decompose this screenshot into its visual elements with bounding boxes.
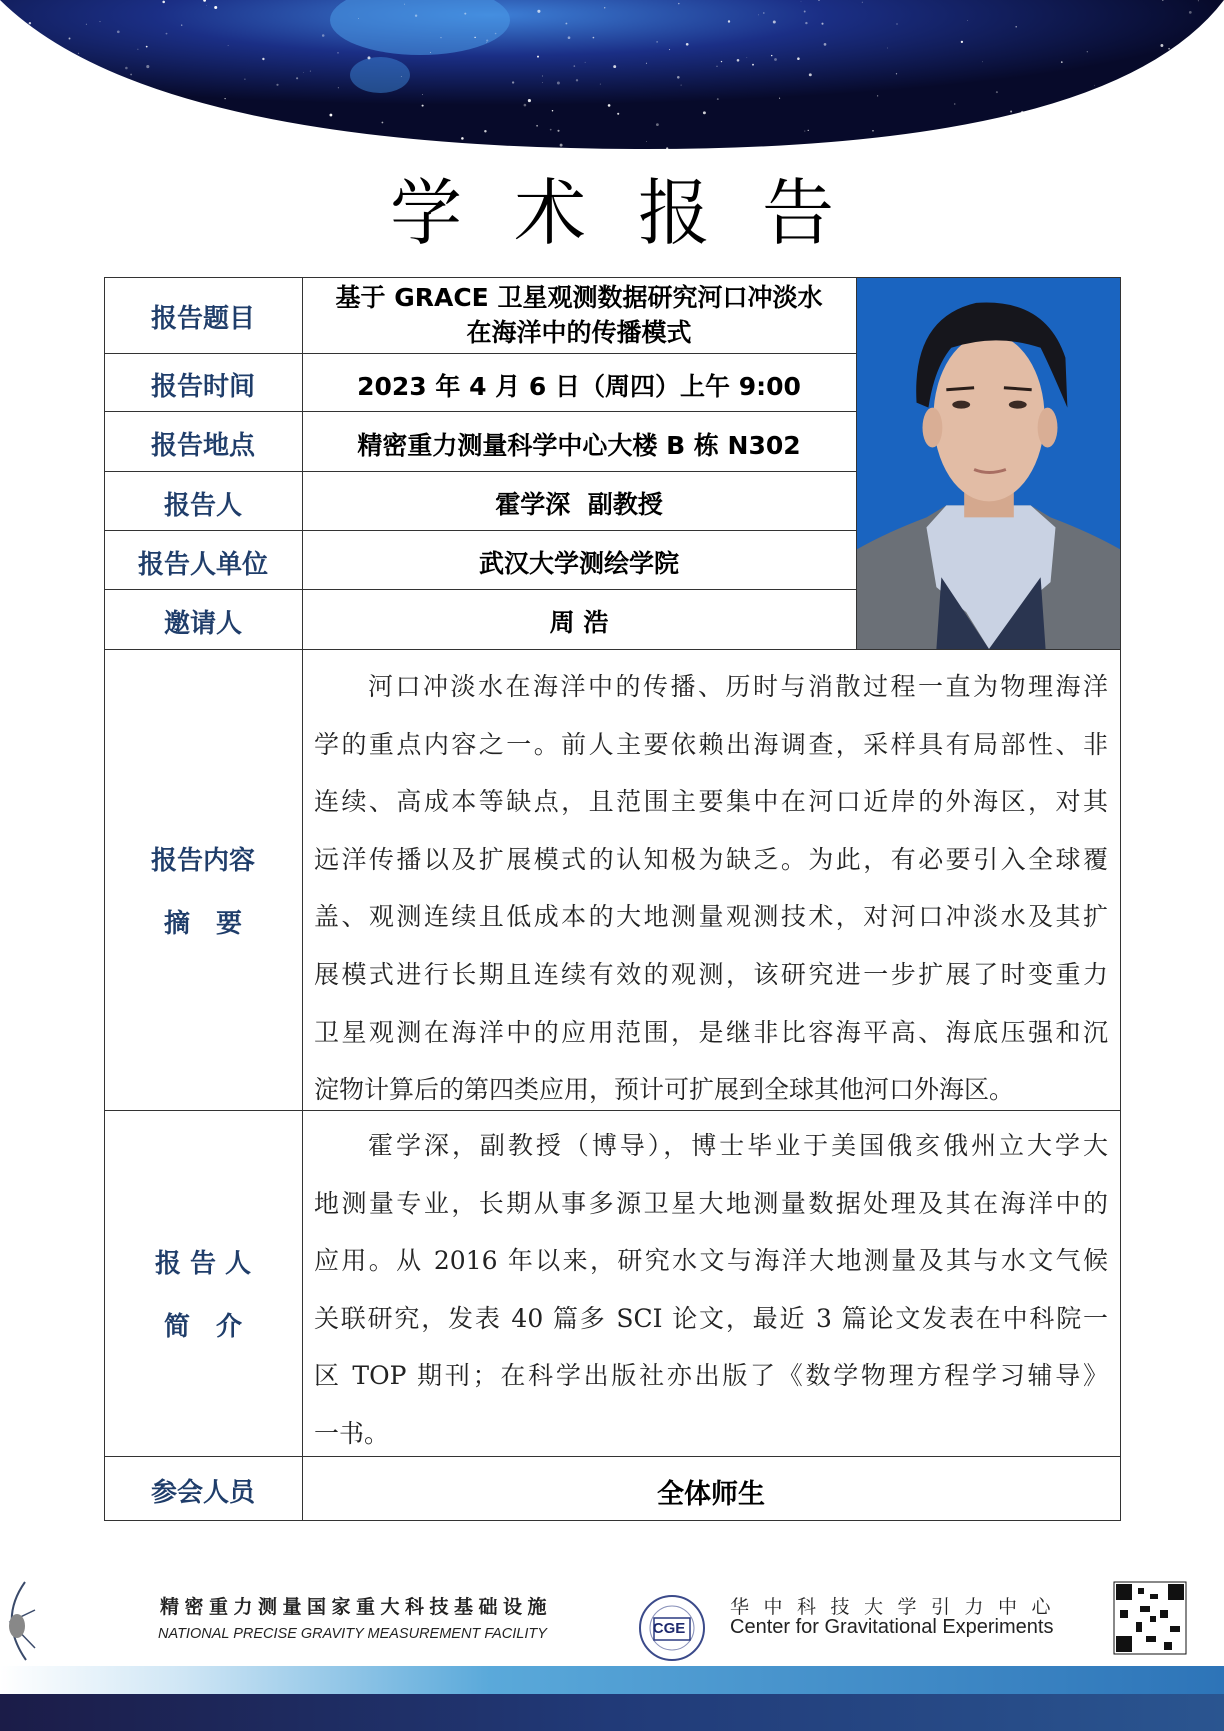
star [415,15,417,17]
star [1189,11,1192,14]
star [717,98,719,100]
star [1094,85,1095,86]
star [557,130,559,132]
star [512,81,514,83]
star [1013,146,1016,149]
star [585,62,586,63]
row-value-affiliation: 武汉大学测绘学院 [478,549,679,578]
abstract-label [104,830,302,956]
star [808,130,809,131]
star [125,67,128,70]
star [774,58,777,61]
facility-name-cn: 精密重力测量国家重大科技基础设施 [160,1596,553,1618]
abstract-line: 盖、观测连续且低成本的大地测量观测技术，对河口冲淡水及其扩 [314,902,1108,932]
divider [104,649,1121,650]
attendees-label: 参会人员 [150,1478,255,1508]
star [57,61,59,63]
star [360,149,361,150]
star [69,38,71,40]
bio-line: 霍学深，副教授（博导），博士毕业于美国俄亥俄州立大学大 [368,1131,1108,1160]
star [23,45,25,47]
star [717,66,718,67]
star [746,57,747,58]
attendees-value: 全体师生 [657,1479,765,1510]
star [1021,111,1023,113]
abstract-label-line: 摘 要 [163,909,242,939]
star [1010,111,1012,113]
star [162,1,165,4]
star [686,43,689,46]
star [797,57,800,60]
row-value-speaker: 霍学深 副教授 [495,490,663,519]
star [703,111,706,114]
center-name-cn: 华中科技大学引力中心 [730,1596,1066,1618]
star [310,71,311,72]
row-label-time: 报告时间 [150,372,255,402]
facility-logo-icon [9,1582,35,1660]
star [1133,128,1136,131]
star [666,147,668,149]
star [1176,91,1177,92]
star [486,40,488,42]
space-header-banner [0,0,1224,150]
star [214,6,217,9]
bio-line: 应用。从 2016 年以来，研究水文与海洋大地测量及其与水文气候 [314,1246,1108,1276]
row-value-topic [302,280,856,350]
star [593,37,595,39]
star [763,12,765,14]
star [574,65,576,67]
star [1160,44,1163,47]
star [276,84,278,86]
star [145,125,148,128]
star [557,82,560,85]
star [656,41,658,43]
abstract-line: 展模式进行长期且连续有效的观测，该研究进一步扩展了时变重力 [314,959,1108,989]
star [329,114,332,117]
star [404,4,405,5]
star [181,24,182,25]
star [86,24,87,25]
star [208,147,210,149]
facility-name-en: NATIONAL PRECISE GRAVITY MEASUREMENT FACILITY [158,1626,547,1642]
star [656,123,659,126]
svg-text:CGE: CGE [652,1620,686,1637]
star [862,2,863,3]
star [152,118,155,121]
star [604,7,605,8]
star [303,72,304,73]
star [382,122,384,124]
abstract-line: 学的重点内容之一。前人主要依赖出海调查，采样具有局部性、非 [314,729,1108,759]
star [166,33,168,35]
star [1184,133,1185,134]
star [62,52,64,54]
star [146,65,149,68]
star [809,73,812,76]
row-label-speaker: 报告人 [163,491,242,521]
star [737,59,740,62]
row-label-topic: 报告题目 [150,304,255,334]
star [550,129,552,131]
star [804,11,806,13]
row-value-time: 2023 年 4 月 6 日（周四）上午 9:00 [357,372,801,401]
star [29,22,31,24]
star [896,73,897,74]
star [728,20,730,22]
row-value-inviter: 周 浩 [549,608,609,637]
star [779,98,780,99]
abstract-line: 河口冲淡水在海洋中的传播、历时与消散过程一直为物理海洋 [368,672,1108,701]
star [368,56,371,59]
star [326,143,327,144]
star [542,76,543,77]
star [681,85,682,86]
star [967,20,968,21]
divider [104,471,856,472]
divider [104,411,856,412]
star [996,91,998,93]
star [1125,92,1128,95]
star [1089,100,1091,102]
topic-line: 基于 GRACE 卫星观测数据研究河口冲淡水 [335,283,823,312]
star [358,18,359,19]
star [537,10,540,13]
star [337,52,338,53]
star [613,65,616,68]
row-value-location: 精密重力测量科学中心大楼 B 栋 N302 [357,431,801,460]
star [752,64,754,66]
star [576,79,578,81]
star [805,22,807,24]
star [294,142,295,143]
star [646,63,647,64]
star [51,117,54,120]
bio-label-line: 简 介 [163,1312,242,1342]
star [954,103,955,104]
star [1015,26,1017,28]
star [1085,141,1087,143]
poster-title: 学术报告 [389,171,886,255]
star [100,21,101,22]
star [464,13,466,15]
abstract-text [314,658,1108,1119]
star [1198,0,1199,1]
bio-line: 区 TOP 期刊；在科学出版社亦出版了《数学物理方程学习辅导》 [314,1361,1108,1391]
star [461,137,464,140]
star [94,132,95,133]
star [422,94,423,95]
star [1087,51,1088,52]
star [206,5,207,6]
star [0,72,1,74]
abstract-line: 卫星观测在海洋中的应用范围，是继非比容海平高、海底压强和沉 [314,1017,1108,1047]
star [801,1,802,2]
star [262,58,264,60]
star [536,125,538,127]
star [1168,48,1170,50]
bio-label-line: 报 告 人 [154,1249,252,1279]
star [600,84,601,85]
row-label-affiliation: 报告人单位 [137,550,268,580]
abstract-line: 远洋传播以及扩展模式的认知极为缺乏。为此，有必要引入全球覆 [314,844,1108,874]
star [524,104,527,107]
star [771,55,772,56]
row-label-inviter: 邀请人 [163,609,242,639]
star [228,45,229,46]
star [137,49,138,50]
star [678,3,679,4]
star [804,131,805,132]
star [154,108,157,111]
star [537,56,539,58]
star [552,110,553,111]
star [474,37,475,38]
star [486,42,487,43]
star [677,76,680,79]
divider [302,277,303,1521]
star [1037,112,1039,114]
star [62,54,64,56]
speaker-photo [857,278,1120,649]
abstract-label-line: 报告内容 [150,846,255,876]
star [872,130,874,132]
star [3,146,5,148]
star [338,87,339,88]
row-label-location: 报告地点 [150,431,255,461]
star [373,135,375,137]
star [291,132,293,134]
divider [104,530,856,531]
star [244,78,245,79]
star [35,83,37,85]
star [117,30,120,33]
star [824,43,827,46]
star [296,77,298,79]
star [669,49,670,50]
star [146,46,148,48]
star [1195,147,1196,148]
star [961,41,963,43]
star [495,33,497,35]
star [78,53,79,54]
star [758,14,759,15]
star [887,48,888,49]
abstract-line: 淀物计算后的第四类应用，预计可扩展到全球其他河口外海区。 [314,1075,1015,1105]
center-name-en: Center for Gravitational Experiments [730,1616,1054,1638]
star [528,99,531,102]
topic-line: 在海洋中的传播模式 [466,318,692,347]
bio-line: 关联研究，发表 40 篇多 SCI 论文，最近 3 篇论文发表在中科院一 [314,1303,1108,1333]
star [877,95,878,96]
star [608,104,611,107]
divider [104,353,856,354]
star [1174,77,1175,78]
star [897,24,898,25]
star [16,36,17,37]
star [484,130,486,132]
star [982,61,983,62]
star [542,82,543,83]
bio-text [314,1117,1108,1463]
abstract-line: 连续、高成本等缺点，且范围主要集中在河口近岸的外海区，对其 [314,787,1108,817]
star [163,108,165,110]
bio-label [104,1233,302,1359]
star [130,74,132,76]
star [440,37,441,38]
star [617,113,619,115]
bio-line: 地测量专业，长期从事多源卫星大地测量数据处理及其在海洋中的 [314,1188,1108,1218]
divider [104,589,856,590]
qr-code-icon [1114,1582,1186,1654]
star [565,23,567,25]
star [721,61,722,62]
star [278,141,280,143]
star [1028,142,1030,144]
star [773,21,776,24]
star [1181,118,1184,121]
bio-line: 一书。 [314,1418,390,1448]
star [560,144,563,147]
star [207,118,209,120]
star [401,76,402,77]
star [225,98,226,99]
star [821,23,823,25]
star [430,52,431,53]
star [422,105,424,107]
star [1061,61,1063,63]
star [646,141,647,142]
star [322,34,325,37]
star [568,36,571,39]
